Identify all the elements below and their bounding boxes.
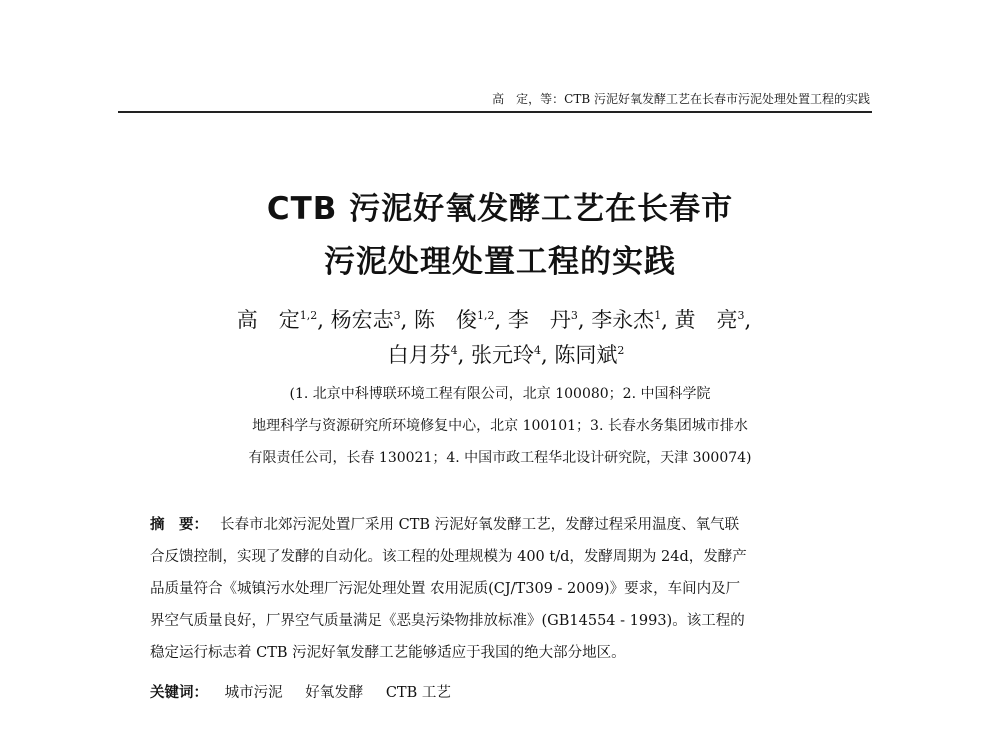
author: 白月芬$^4$ xyxy=(387,343,458,367)
author-line-1: 高 定$^{1,2}$, 杨宏志$^3$, 陈 俊$^{1,2}$, 李 丹$^3$, 李永杰$^1$, 黄 亮$^3$, xyxy=(236,308,752,332)
affiliation-line-1: (1. 北京中科博联环境工程有限公司，北京 100080；2. 中国科学院 xyxy=(289,386,711,402)
author: 李永杰$^1$ xyxy=(591,308,662,332)
author: 张元玲$^4$ xyxy=(471,343,541,367)
author: 黄 亮$^3$ xyxy=(674,308,745,332)
abstract-line-4: 界空气质量良好，厂界空气质量满足《恶臭污染物排放标准》(GB14554 - 1993)。该工程的 xyxy=(150,613,745,629)
author-line-2: 白月芬$^4$, 张元玲$^4$, 陈同斌$^2$ xyxy=(387,343,625,367)
keyword: 好氧发酵 xyxy=(305,685,364,701)
abstract-line-5: 稳定运行标志着 CTB 污泥好氧发酵工艺能够适应于我国的绝大部分地区。 xyxy=(150,645,626,661)
affiliation-line-2: 地理科学与资源研究所环境修复中心，北京 100101；3. 长春水务集团城市排水 xyxy=(252,418,748,434)
paper-title-line-1: CTB 污泥好氧发酵工艺在长春市 xyxy=(266,191,734,227)
author: 陈同斌$^2$ xyxy=(554,343,625,367)
keywords-label: 关键词： xyxy=(150,685,208,701)
header-rule xyxy=(118,111,872,113)
affiliation-line-3: 有限责任公司，长春 130021；4. 中国市政工程华北设计研究院，天津 300074) xyxy=(248,450,752,466)
author: 李 丹$^3$ xyxy=(507,308,578,332)
author: 杨宏志$^3$ xyxy=(330,308,401,332)
author: 陈 俊$^{1,2}$ xyxy=(413,308,495,332)
author: 高 定$^{1,2}$ xyxy=(236,308,318,332)
abstract-label: 摘 要： xyxy=(150,517,208,533)
keywords xyxy=(150,681,845,702)
running-head: 高 定，等：CTB 污泥好氧发酵工艺在长春市污泥处理处置工程的实践 xyxy=(492,92,870,106)
paper-title-line-2: 污泥处理处置工程的实践 xyxy=(324,244,676,280)
keyword: 城市污泥 xyxy=(224,685,283,701)
abstract-line-1: 摘 要： 长春市北郊污泥处置厂采用 CTB 污泥好氧发酵工艺，发酵过程采用温度、氧气联 xyxy=(150,517,740,533)
abstract-line-2: 合反馈控制，实现了发酵的自动化。该工程的处理规模为 400 t/d，发酵周期为 24d，发酵产 xyxy=(150,549,747,565)
keyword: CTB 工艺 xyxy=(385,685,451,701)
abstract-line-3: 品质量符合《城镇污水处理厂污泥处理处置 农用泥质(CJ/T309 - 2009)》要求，车间内及厂 xyxy=(150,581,741,597)
